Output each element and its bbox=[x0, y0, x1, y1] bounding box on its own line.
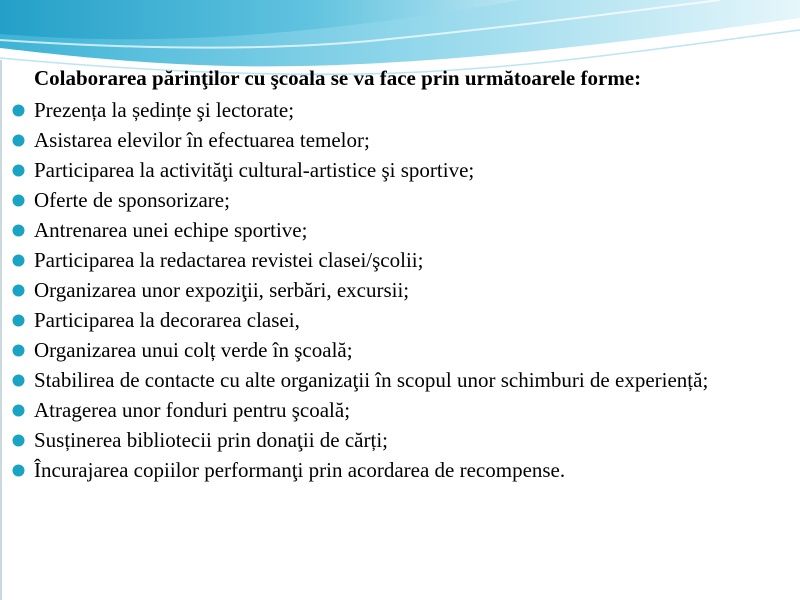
list-item bbox=[8, 339, 793, 361]
list-item bbox=[8, 189, 793, 211]
list-item-text: Antrenarea unei echipe sportive; bbox=[34, 218, 308, 242]
list-item-text: Participarea la activităţi cultural-artistice şi sportive; bbox=[34, 158, 475, 182]
list-item bbox=[8, 399, 793, 421]
bullet-icon bbox=[12, 284, 25, 297]
bullet-icon bbox=[12, 314, 25, 327]
bullet-icon bbox=[12, 224, 25, 237]
list-item-text: Organizarea unor expoziţii, serbări, excursii; bbox=[34, 278, 410, 302]
list-item-text: Susținerea bibliotecii prin donaţii de cărți; bbox=[34, 428, 388, 452]
list-item-text: Prezența la ședințe şi lectorate; bbox=[34, 98, 295, 122]
list-item bbox=[8, 99, 793, 121]
list-item-text: Atragerea unor fonduri pentru şcoală; bbox=[34, 398, 351, 422]
bullet-icon bbox=[12, 404, 25, 417]
bullet-icon bbox=[12, 344, 25, 357]
bullet-icon bbox=[12, 104, 25, 117]
list-item-text: Stabilirea de contacte cu alte organizaţii în scopul unor schimburi de experiență; bbox=[34, 368, 709, 392]
list-item bbox=[8, 249, 793, 271]
list-item-text: Asistarea elevilor în efectuarea temelor; bbox=[34, 128, 370, 152]
list-item-text: Participarea la redactarea revistei clasei/şcolii; bbox=[34, 248, 424, 272]
list-item bbox=[8, 219, 793, 241]
list-item bbox=[8, 309, 793, 331]
list-item bbox=[8, 459, 793, 481]
bullet-icon bbox=[12, 194, 25, 207]
bullet-list bbox=[8, 99, 793, 481]
list-item bbox=[8, 129, 793, 151]
list-item bbox=[8, 279, 793, 301]
bullet-icon bbox=[12, 464, 25, 477]
list-item-text: Oferte de sponsorizare; bbox=[34, 188, 230, 212]
bullet-icon bbox=[12, 134, 25, 147]
list-item bbox=[8, 159, 793, 181]
bullet-icon bbox=[12, 254, 25, 267]
list-item-text: Încurajarea copiilor performanţi prin acordarea de recompense. bbox=[34, 458, 566, 482]
list-item bbox=[8, 369, 793, 391]
left-border-line bbox=[0, 60, 2, 600]
slide-content bbox=[8, 67, 793, 489]
bullet-icon bbox=[12, 434, 25, 447]
list-item bbox=[8, 429, 793, 451]
slide-heading: Colaborarea părinţilor cu şcoala se va face prin următoarele forme: bbox=[34, 66, 642, 90]
bullet-icon bbox=[12, 374, 25, 387]
list-item-text: Organizarea unui colț verde în şcoală; bbox=[34, 338, 353, 362]
list-item-text: Participarea la decorarea clasei, bbox=[34, 308, 300, 332]
bullet-icon bbox=[12, 164, 25, 177]
